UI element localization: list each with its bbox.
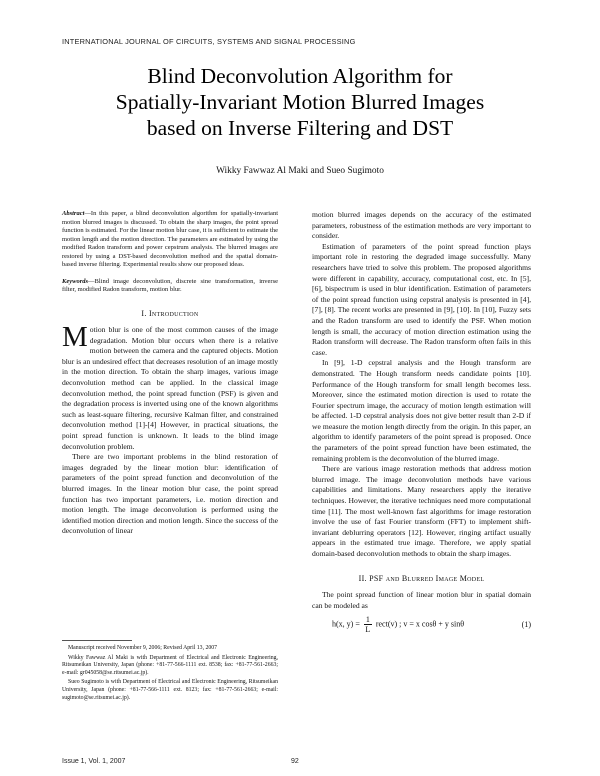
intro-paragraph-text: otion blur is one of the most common causes of the image degradation. Motion blur occurs when there is a relative motion between the camera and the captured objects. Motion blur is an undesired effect that decreases resolution of an image mostly in the motion direction. To obtain the sharp images, various image deconvolution method can be applied. In the classical image deconvolution method, the point spread function (PSF) is given and the degradation process is inverted using one of the known algorithms such as least-square filtering, recursive Kalman filter, and constrained deconvolution method [1]-[4] However, in practical situations, the point spread function is unknown. It leads to the blind image deconvolution problem. [62,325,278,451]
keywords-label: Keywords [62,277,88,285]
left-column [62,210,278,537]
footnote-author-2: Sueo Sugimoto is with Department of Electrical and Electronic Engineering, Ritsumeikan University, Japan (phone: +81-77-566-1111 ext. 8123; fax: +81-77-561-2663; e-mail: sugimoto@se.ritsumei.ac.jp). [62,679,278,701]
section-heading-introduction: I. Introduction [141,308,199,318]
fraction-denominator: L [365,625,371,635]
intro-paragraph [62,321,278,452]
abstract-label: Abstract [62,210,85,217]
body-paragraph: In [9], 1-D cepstral analysis and the Hough transform are demonstrated. The Hough transform needs candidate points [10]. Performance of the Hough transform for small length becomes less. Moreover, since the estimated motion direction is used to rotate the Fourier spectrum image, the accuracy of motion length estimation will be affected. 1-D cepstral analysis does not give better result than 2-D if we measure the motion length directly from the origin. In this paper, an algorithm to identify parameters of the point spread is proposed. Once the parameters of the point spread function have been estimated, the remaining problem is the deconvolution of the blurred image. [312,358,531,463]
equation-body [332,615,464,634]
section-heading-psf-model: II. PSF and Blurred Image Model [358,573,485,583]
title-line: Blind Deconvolution Algorithm for [147,64,453,88]
journal-header: INTERNATIONAL JOURNAL OF CIRCUITS, SYSTEMS AND SIGNAL PROCESSING [62,37,356,46]
equation-number: (1) [521,619,531,629]
footnote-author-1: Wikky Fawwaz Al Maki is with Department of Electrical and Electronic Engineering, Ritsumeikan University, Japan (phone: +81-77-566-1111 ext. 8538; fax: +81-77-561-2663; e-mail: gr045058@se.ritsumei.ac.jp). [62,654,278,676]
equation-1 [312,615,531,634]
body-paragraph: The point spread function of linear motion blur in spatial domain can be modeled as [312,590,531,610]
title-line: Spatially-Invariant Motion Blurred Images [115,90,485,114]
drop-cap: M [62,321,88,354]
keywords [62,278,278,295]
authors: Wikky Fawwaz Al Maki and Sueo Sugimoto [216,166,384,176]
title-line: based on Inverse Filtering and DST [146,116,454,140]
body-paragraph: motion blurred images depends on the accuracy of the estimated parameters, robustness of the estimation methods are very important to consider. [312,210,531,241]
equation-fraction [364,615,372,634]
right-column [312,210,531,634]
abstract-text: —In this paper, a blind deconvolution algorithm for spatially-invariant motion blurred images is discussed. To obtain the sharp images, the point spread function is estimated. For the linear motion blur case, it is sufficient to estimate the motion length and the motion direction. The parameters are estimated by using the modified Radon transform and power cepstrum analysis. The blurred images are restored by using a DST-based deconvolution method and the spatial domain-based inverse filtering. Experimental results show our proposed ideas. [62,210,278,268]
footnote-divider [62,640,132,641]
fraction-numerator: 1 [365,615,370,625]
equation-lhs: h(x, y) = [332,619,360,629]
keywords-text: —Blind image deconvolution, discrete sine transformation, inverse filter, modified Radon transform, motion blur. [62,277,278,293]
body-paragraph: Estimation of parameters of the point spread function plays important role in restoring the degraded image successfully. Many researchers have tried to solve this problem. The proposed algorithms were different in capability, accuracy, computational cost, etc. In [5], [6], bispectrum is used in blur identification. Estimation of parameters of the point spread function using cepstral analysis is presented in [4], [7], [8]. The recent works are presented in [9], [10]. In [10], Fuzzy sets and the Radon transform are used to identify the PSF. When motion length is small, the accuracy of motion direction estimation using the Radon transform will decrease. The Radon transform often fails in this case. [312,241,531,357]
footnote-received: Manuscript received November 9, 2006; Revised April 13, 2007 [68,645,218,651]
paper-title [40,63,560,141]
footer-issue: Issue 1, Vol. 1, 2007 [62,758,126,765]
abstract [62,210,278,270]
equation-rhs: rect(v) ; v = x cosθ + y sinθ [375,619,465,629]
intro-paragraph-2: There are two important problems in the blind restoration of images degraded by the linear motion blur: identification of parameters of the point spread function and deconvolution of the blurred images. In the linear motion blur case, the point spread function has two important parameters, i.e. motion direction and motion length. The image deconvolution is performed using the identified motion direction and motion length. Since the success of the deconvolution of linear [62,452,278,536]
body-paragraph: There are various image restoration methods that address motion blurred image. The image deconvolution methods have various capabilities and limitations. Many researchers apply the iterative techniques. However, the iterative techniques need more computational time [11]. The most well-known fast algorithms for image restoration involve the use of fast Fourier transform (FFT) to implement shift-invariant deblurring operators [12]. However, ringing artifact usually appears in the estimated true image. Therefore, we apply spatial domain-based deconvolution methods to obtain the sharp images. [312,464,531,558]
footnotes [62,640,278,704]
page-number: 92 [291,758,299,765]
